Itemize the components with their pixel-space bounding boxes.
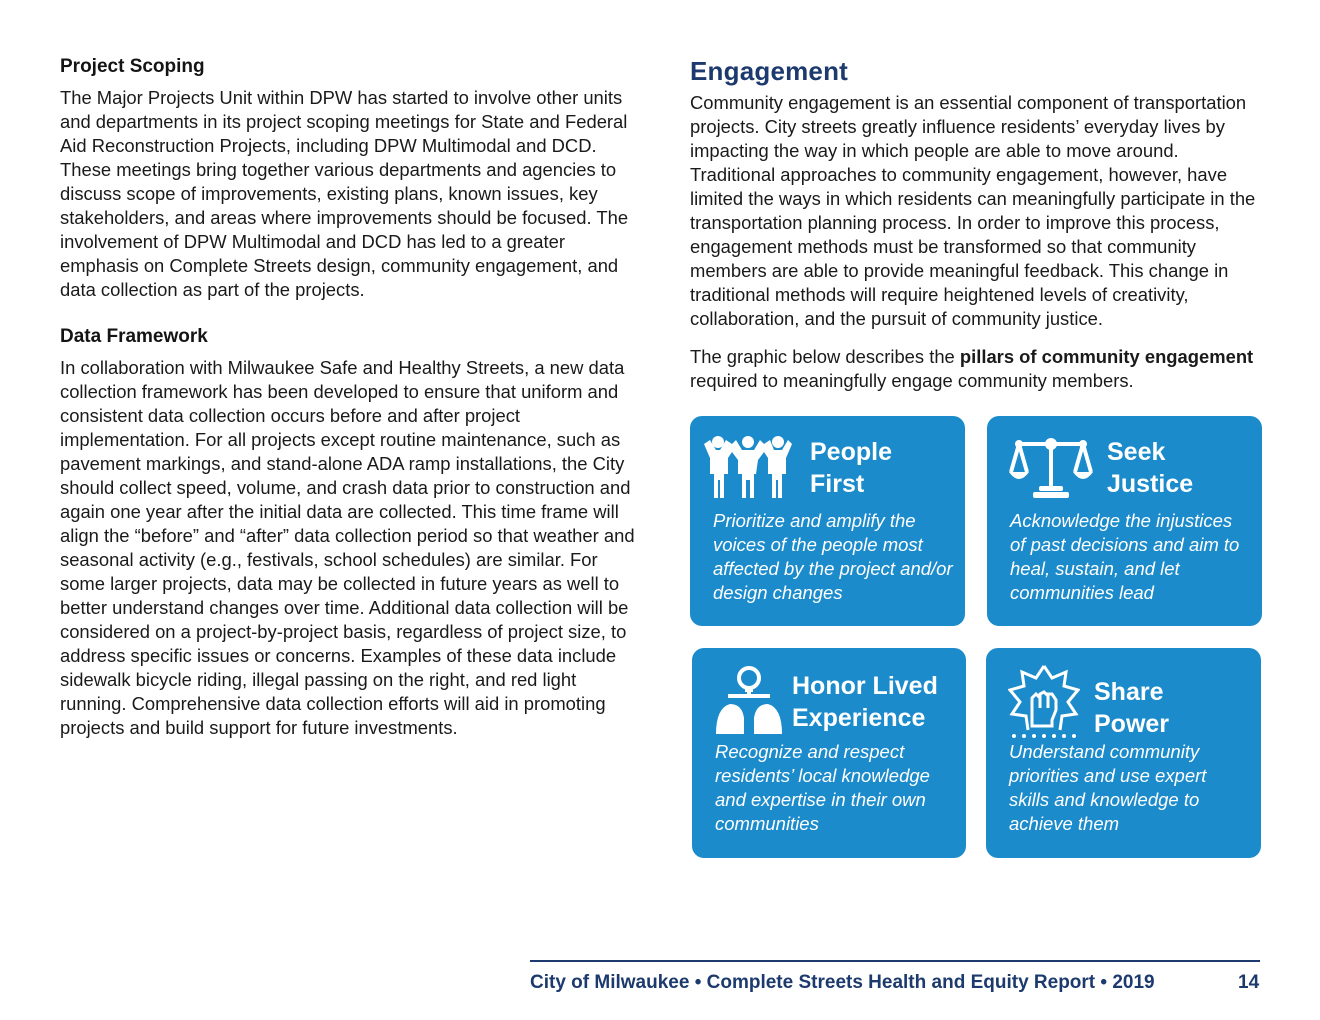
pillar-title-line1: Share [1094,678,1164,706]
pillar-title-honor-lived-experience [792,670,938,734]
graphic-intro-pre: The graphic below describes the [690,346,960,367]
right-column [690,56,1265,393]
pillar-title-share-power [1094,676,1169,740]
pillar-card-honor-lived-experience [692,648,966,858]
pillar-description: Prioritize and amplify the voices of the people most affected by the project and/or design changes [713,510,953,603]
pillar-title-line1: People [810,438,892,466]
graphic-intro-bold: pillars of community engagement [959,346,1254,367]
left-column [60,56,640,740]
lightbulb-heads-icon [714,664,784,740]
pillar-card-seek-justice [987,416,1262,626]
pillar-description: Acknowledge the injustices of past decisions and aim to heal, sustain, and let communities lead [1010,510,1240,603]
pillar-title-line1: Honor Lived [792,672,938,700]
pillar-card-share-power [986,648,1261,858]
graphic-intro [690,345,1265,393]
pillar-description: Recognize and respect residents’ local knowledge and expertise in their own communities [715,741,930,834]
pillar-description: Understand community priorities and use expert skills and knowledge to achieve them [1009,741,1207,834]
page-number: 14 [1238,972,1260,993]
project-scoping-heading: Project Scoping [60,56,205,77]
engagement-text: Community engagement is an essential component of transportation projects. City streets greatly influence residents’ everyday lives by impacting the way in which people are able to move around. Traditional approaches to community engagement, however, have limited the ways in which residents can meaningfully participate in the transportation planning process. In order to improve this process, engagement methods must be transformed so that community members are able to provide meaningful feedback. This change in traditional methods will require heightened levels of creativity, collaboration, and the pursuit of community justice. [690,92,1256,329]
scales-icon [1009,434,1093,500]
pillar-title-seek-justice [1107,436,1193,500]
pillar-title-line2: First [810,470,865,498]
footer-title: City of Milwaukee • Complete Streets Health and Equity Report • 2019 [530,972,1155,993]
people-icon [702,434,794,500]
raised-fist-icon [1008,664,1080,740]
data-framework-heading: Data Framework [60,326,208,347]
pillar-title-line2: Experience [792,704,926,732]
pillar-title-people-first [810,436,892,500]
pillar-title-line2: Power [1094,710,1170,738]
pillar-title-line1: Seek [1107,438,1166,466]
graphic-intro-post: required to meaningfully engage community members. [690,370,1134,391]
footer-rule [530,960,1260,962]
engagement-heading: Engagement [690,56,849,86]
data-framework-text: In collaboration with Milwaukee Safe and Healthy Streets, a new data collection framework has been developed to ensure that uniform and consistent data collection occurs before and after project implementation. For all projects except routine maintenance, such as pavement markings, and stand-alone ADA ramp installations, the City should collect speed, volume, and crash data prior to construction and again one year after the initial data are collected. This time frame will align the “before” and “after” data collection period so that weather and seasonal activity (e.g., festivals, school schedules) are similar. For some larger projects, data may be collected in future years as well to better understand changes over time. Additional data collection will be considered on a project-by-project basis, regardless of project size, to address specific issues or concerns. Examples of these data include sidewalk bicycle riding, illegal passing on the right, and red light running. Comprehensive data collection efforts will aid in promoting projects and build support for future investments. [60,357,635,738]
project-scoping-text: The Major Projects Unit within DPW has started to involve other units and departments in its project scoping meetings for State and Federal Aid Reconstruction Projects, including DPW Multimodal and DCD. These meetings bring together various departments and agencies to discuss scope of improvements, existing plans, known issues, key stakeholders, and areas where improvements should be focused. The involvement of DPW Multimodal and DCD has led to a greater emphasis on Complete Streets design, community engagement, and data collection as part of the projects. [60,87,629,300]
pillar-title-line2: Justice [1107,470,1194,498]
pillar-card-people-first [690,416,965,626]
